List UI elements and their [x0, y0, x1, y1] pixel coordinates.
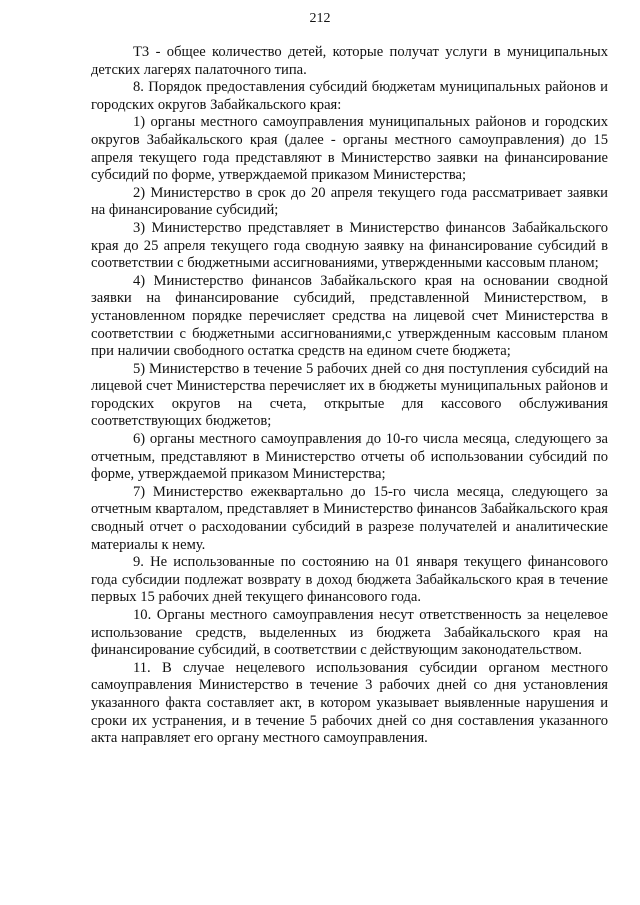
paragraph-item-1: 1) органы местного самоуправления муниципальных районов и городских округов Забайкальского края (далее - органы местного самоуправления) до 15 апреля текущего года представляют в Министерство заявки на финансирование субсидий по форме, утверждаемой приказом Министерства;: [91, 114, 608, 184]
paragraph-9: 9. Не использованные по состоянию на 01 января текущего финансового года субсидии подлежат возврату в доход бюджета Забайкальского края в течение первых 15 рабочих дней текущего финансового года.: [91, 554, 608, 606]
paragraph-t3-definition: Т3 - общее количество детей, которые получат услуги в муниципальных детских лагерях палаточного типа.: [91, 44, 608, 78]
paragraph-item-2: 2) Министерство в срок до 20 апреля текущего года рассматривает заявки на финансирование субсидий;: [91, 184, 608, 219]
paragraph-item-6: 6) органы местного самоуправления до 10-го числа месяца, следующего за отчетным, представляют в Министерство отчеты об использовании субсидий по форме, утверждаемой приказом Министерства;: [91, 431, 608, 483]
document-body: [91, 44, 608, 748]
paragraph-8-heading: 8. Порядок предоставления субсидий бюджетам муниципальных районов и городских округов Забайкальского края:: [91, 79, 608, 113]
paragraph-item-4: 4) Министерство финансов Забайкальского края на основании сводной заявки на финансирование субсидий, представленной Министерством, в установленном порядке перечисляет средства на лицевой счет Министерства в соответствии с бюджетными ассигнованиями,с утвержденным кассовым планом при наличии свободного остатка средств на едином счете бюджета;: [91, 272, 608, 360]
paragraph-item-3: 3) Министерство представляет в Министерство финансов Забайкальского края до 25 апреля текущего года сводную заявку на финансирование субсидий в соответствии с бюджетными ассигнованиями, утвержденными кассовым планом;: [91, 219, 608, 272]
page-number: 212: [309, 11, 331, 26]
paragraph-item-5: 5) Министерство в течение 5 рабочих дней со дня поступления субсидий на лицевой счет Министерства перечисляет их в бюджеты муниципальных районов и городских округов на счета, открытые для кассового обслуживания соответствующих бюджетов;: [91, 360, 608, 430]
paragraph-10: 10. Органы местного самоуправления несут ответственность за нецелевое использование средств, выделенных из бюджета Забайкальского края на финансирование субсидий, в соответствии с действующим законодательством.: [91, 607, 608, 659]
paragraph-item-7: 7) Министерство ежеквартально до 15-го числа месяца, следующего за отчетным кварталом, представляет в Министерство финансов Забайкальского края сводный отчет о расходовании субсидий в разрезе получателей и аналитические материалы к нему.: [91, 483, 608, 553]
paragraph-11: 11. В случае нецелевого использования субсидии органом местного самоуправления Министерство в течение 3 рабочих дней со дня установления указанного факта составляет акт, в котором указывает выявленные нарушения и сроки их устранения, и в течение 5 рабочих дней со дня составления указанного акта направляет его органу местного самоуправления.: [91, 659, 608, 747]
